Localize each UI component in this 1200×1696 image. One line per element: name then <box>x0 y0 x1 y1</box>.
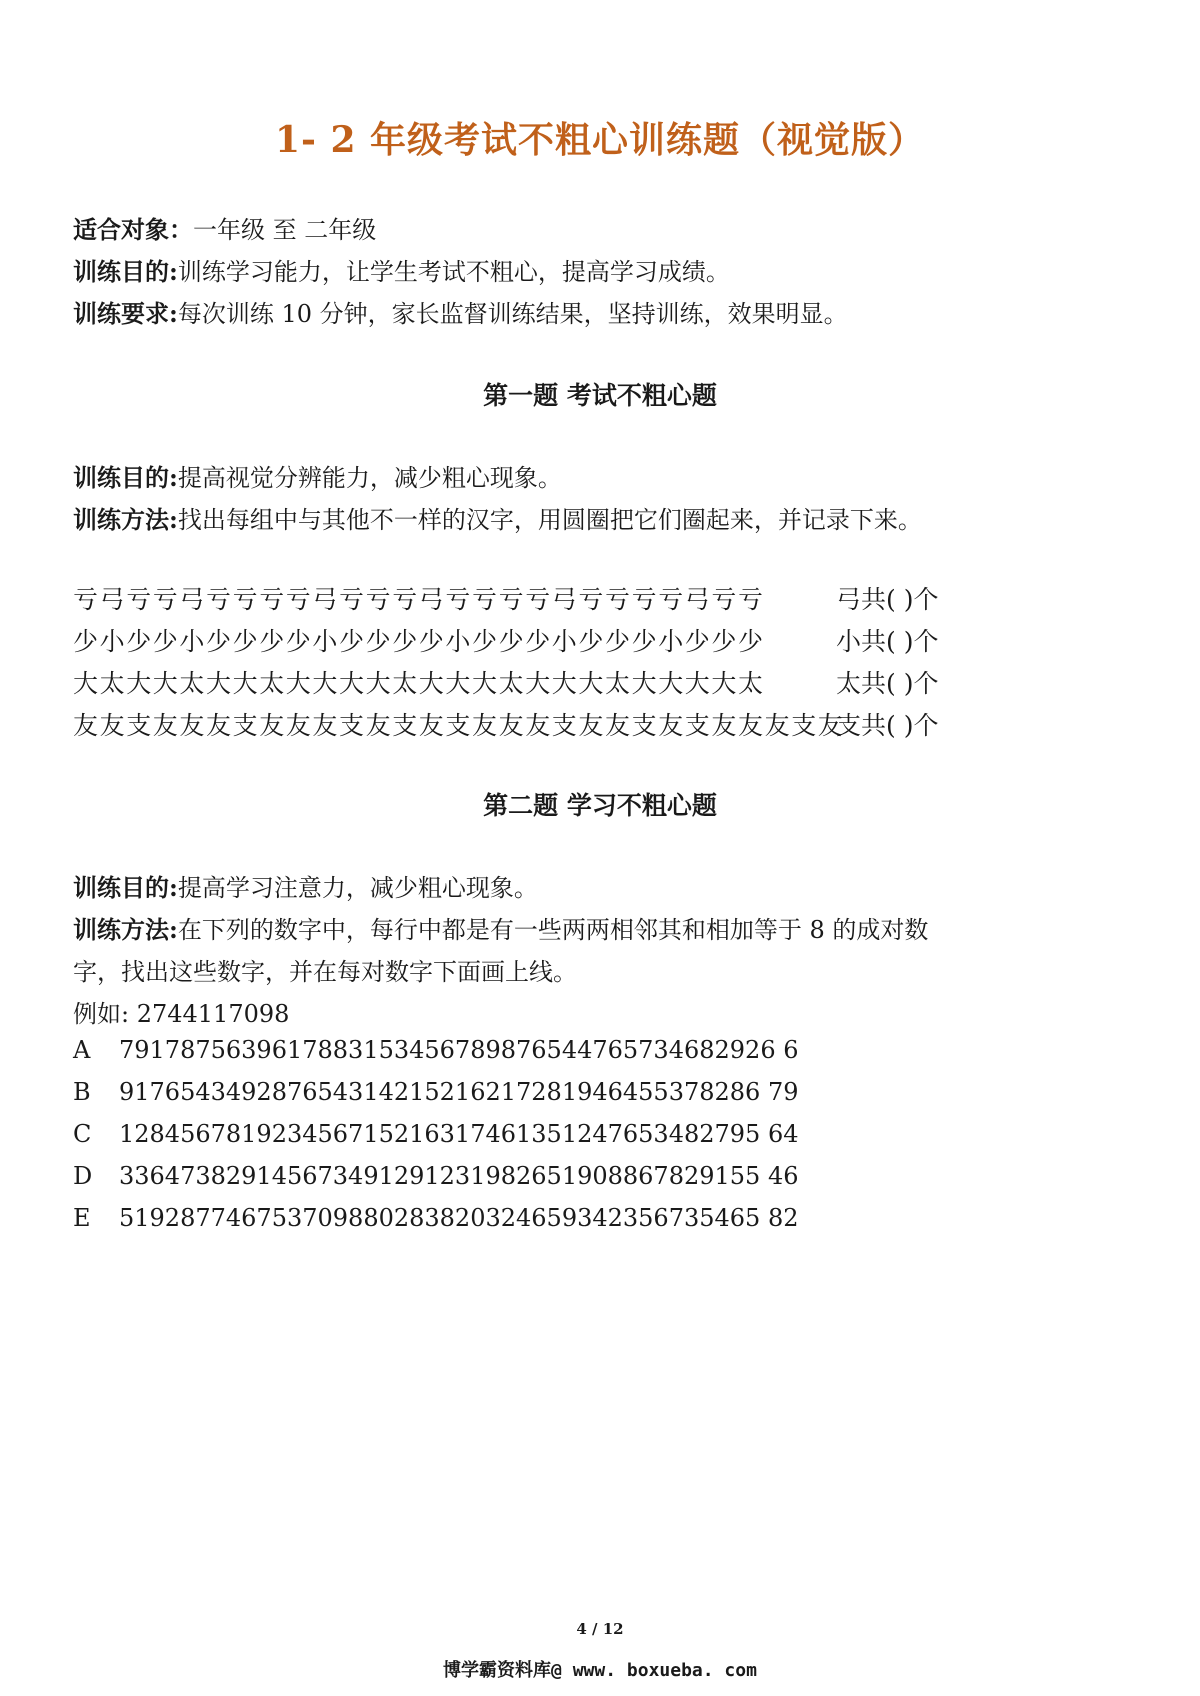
digit-row-digits: 128456781923456715216317461351247653482795 64 <box>119 1120 799 1148</box>
requirement-value: 每次训练 10 分钟，家长监督训练结果，坚持训练，效果明显。 <box>177 300 848 328</box>
page-number: 4 / 12 <box>576 1620 624 1638</box>
purpose-line <box>73 252 730 287</box>
target-label: 适合对象： <box>73 215 193 244</box>
digit-row-digits: 7917875639617883153456789876544765734682926 6 <box>119 1036 799 1064</box>
digit-row-label: E <box>73 1204 91 1232</box>
target-line <box>73 210 376 245</box>
section2-method-line-2: 字，找出这些数字，并在每对数字下面画上线。 <box>73 958 577 986</box>
section2-purpose-label: 训练目的: <box>73 873 178 902</box>
purpose-value: 训练学习能力，让学生考试不粗心，提高学习成绩。 <box>177 258 730 286</box>
purpose-label: 训练目的: <box>73 257 178 286</box>
section1-method-label: 训练方法: <box>73 505 178 534</box>
section2-method-value-1: 在下列的数字中，每行中都是有一些两两相邻其和相加等于 8 的成对数 <box>177 916 929 944</box>
char-group-4: 友友支友友友支友友友支友支友支友友友支友友支友支友友友支友 <box>73 711 845 740</box>
digit-row-digits: 336473829145673491291231982651908867829155 46 <box>119 1162 799 1190</box>
char-group-2: 少小少少小少少少少小少少少少小少少少小少少少小少少少 <box>73 627 765 656</box>
section2-purpose-line <box>73 868 538 903</box>
char-group-4-answer: 支共( )个 <box>836 711 939 740</box>
section2-purpose-value: 提高学习注意力，减少粗心现象。 <box>177 874 538 902</box>
section1-purpose-line <box>73 458 562 493</box>
digit-row-b <box>73 1078 799 1106</box>
example-line: 例如: 2744117098 <box>73 1000 290 1028</box>
digit-row-d <box>73 1162 799 1190</box>
digit-row-label: A <box>73 1036 91 1064</box>
section2-method-label: 训练方法: <box>73 915 178 944</box>
char-group-3-answer: 太共( )个 <box>836 669 939 698</box>
char-group-1: 亏弓亏亏弓亏亏亏亏弓亏亏亏弓亏亏亏亏弓亏亏亏亏弓亏亏 <box>73 585 765 614</box>
digit-row-e <box>73 1204 799 1232</box>
page-title: 1- 2 年级考试不粗心训练题（视觉版） <box>274 119 926 161</box>
digit-row-digits: 917654349287654314215216217281946455378286 79 <box>119 1078 799 1106</box>
section1-purpose-label: 训练目的: <box>73 463 178 492</box>
digit-row-label: C <box>73 1120 92 1148</box>
section1-purpose-value: 提高视觉分辨能力，减少粗心现象。 <box>177 464 562 492</box>
requirement-line <box>73 294 848 329</box>
char-group-2-answer: 小共( )个 <box>836 627 939 656</box>
requirement-label: 训练要求: <box>73 299 178 328</box>
section2-heading: 第二题 学习不粗心题 <box>483 791 717 820</box>
section2-method-line <box>73 910 928 945</box>
section1-method-value: 找出每组中与其他不一样的汉字，用圆圈把它们圈起来，并记录下来。 <box>177 506 922 534</box>
digit-row-label: B <box>73 1078 91 1106</box>
digit-row-label: D <box>73 1162 93 1190</box>
section1-method-line <box>73 500 922 535</box>
footer-watermark: 博学霸资料库@ www. boxueba. com <box>443 1660 757 1681</box>
digit-row-a <box>73 1036 799 1064</box>
char-group-3: 大太大大太大大太大大大大太大大大太大大大太大大大大太 <box>73 669 765 698</box>
target-value: 一年级 至 二年级 <box>193 216 377 244</box>
char-group-1-answer: 弓共( )个 <box>836 585 939 614</box>
digit-row-digits: 519287746753709880283820324659342356735465 82 <box>119 1204 799 1232</box>
digit-row-c <box>73 1120 799 1148</box>
section1-heading: 第一题 考试不粗心题 <box>483 381 717 410</box>
